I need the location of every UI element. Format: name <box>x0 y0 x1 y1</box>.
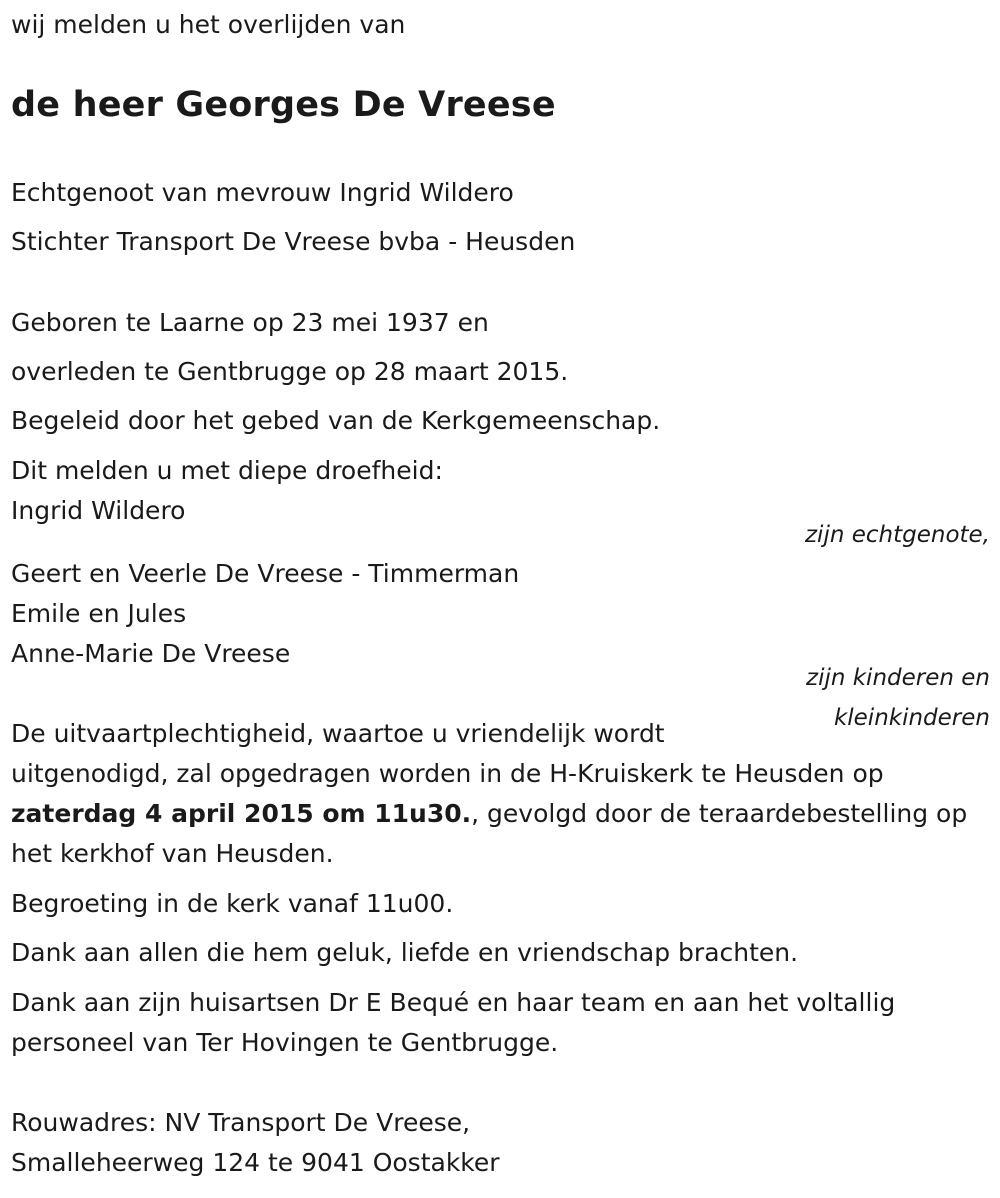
address-line-1: Rouwadres: NV Transport De Vreese, <box>11 1108 471 1137</box>
thanks-line-2: Dank aan zijn huisartsen Dr E Bequé en haar team en aan het voltallig <box>11 988 896 1017</box>
funeral-line-3-rest: , gevolgd door de teraardebestelling op <box>471 799 968 828</box>
thanks-line-1: Dank aan allen die hem geluk, liefde en vriendschap brachten. <box>11 938 799 967</box>
grandchildren-relation: kleinkinderen <box>833 705 990 731</box>
mourning-intro: Dit melden u met diepe droefheid: <box>11 456 443 485</box>
birth-line: Geboren te Laarne op 23 mei 1937 en <box>11 308 489 337</box>
funeral-line-3 <box>11 799 967 829</box>
child-name: Anne-Marie De Vreese <box>11 639 291 668</box>
funeral-line-2: uitgenodigd, zal opgedragen worden in de H-Kruiskerk te Heusden op <box>11 759 884 788</box>
spouse-name: Ingrid Wildero <box>11 496 186 525</box>
thanks-line-3: personeel van Ter Hovingen te Gentbrugge. <box>11 1028 559 1057</box>
spouse-relation: zijn echtgenote, <box>804 522 990 548</box>
address-line-2: Smalleheerweg 124 te 9041 Oostakker <box>11 1148 500 1177</box>
child-name: Geert en Veerle De Vreese - Timmerman <box>11 559 520 588</box>
greeting-line: Begroeting in de kerk vanaf 11u00. <box>11 889 454 918</box>
intro-text: wij melden u het overlijden van <box>11 10 406 39</box>
spouse-detail: Echtgenoot van mevrouw Ingrid Wildero <box>11 178 514 207</box>
funeral-line-1: De uitvaartplechtigheid, waartoe u vriendelijk wordt <box>11 719 665 748</box>
funeral-date: zaterdag 4 april 2015 om 11u30. <box>11 799 472 828</box>
company-detail: Stichter Transport De Vreese bvba - Heusden <box>11 227 576 256</box>
death-line: overleden te Gentbrugge op 28 maart 2015. <box>11 357 569 386</box>
funeral-line-4: het kerkhof van Heusden. <box>11 839 334 868</box>
children-relation: zijn kinderen en <box>806 665 990 691</box>
church-line: Begeleid door het gebed van de Kerkgemeenschap. <box>11 406 661 435</box>
deceased-name: de heer Georges De Vreese <box>11 85 556 125</box>
child-name: Emile en Jules <box>11 599 187 628</box>
